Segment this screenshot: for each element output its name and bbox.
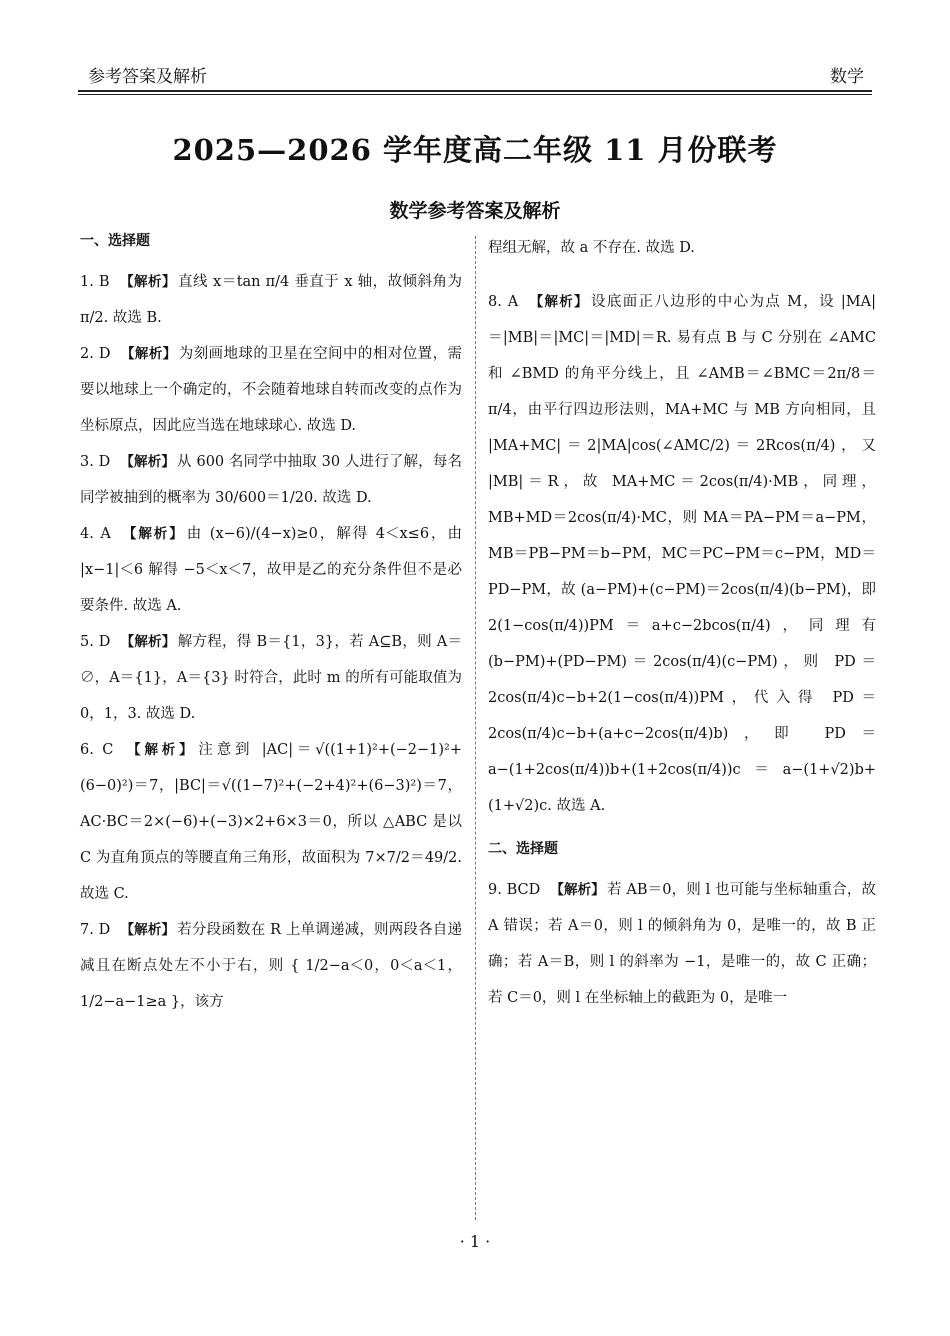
section-heading-choice: 一、选择题 [80, 233, 150, 249]
section-heading-multi: 二、选择题 [488, 841, 558, 857]
right-column [488, 230, 876, 1016]
answer-text: 解方程，得 B＝{1，3}，若 A⊆B，则 A＝∅，A＝{1}，A＝{3} 时符合，此时 m 的所有可能取值为 0，1，3. 故选 D. [80, 634, 462, 722]
answer-item [488, 284, 876, 824]
answer-text: 从 600 名同学中抽取 30 人进行了解，每名同学被抽到的概率为 30/600＝1/20. 故选 D. [80, 454, 463, 506]
page-subtitle: 数学参考答案及解析 [389, 200, 561, 222]
analysis-tag: 【解析】 [120, 922, 176, 938]
analysis-tag: 【解析】 [119, 274, 176, 290]
answer-number: 8. A [488, 294, 519, 310]
answer-item [80, 912, 462, 1020]
answer-number: 6. C [80, 742, 114, 758]
answer-number: 2. D [80, 346, 111, 362]
answer-item [488, 872, 876, 1016]
analysis-tag: 【解析】 [120, 346, 177, 362]
answer-text: 注意到 |AC|＝√((1+1)²+(−2−1)²+(6−0)²)＝7，|BC|＝√((1−7)²+(−2+4)²+(6−3)²)＝7，AC·BC＝2×(−6)+(−3)×2+6×3＝0，所以 △ABC 是以 C 为直角顶点的等腰直角三角形，故面积为 7×7/2＝49/2. 故选 C. [80, 742, 463, 902]
answer-item [80, 336, 462, 444]
answer-continuation: 程组无解，故 a 不存在. 故选 D. [488, 240, 695, 256]
answer-item [80, 624, 462, 732]
page-header [78, 58, 872, 92]
analysis-tag: 【解析】 [120, 454, 176, 470]
page-number: · 1 · [459, 1232, 491, 1251]
answer-text: 由 (x−6)/(4−x)≥0，解得 4＜x≤6，由 |x−1|＜6 解得 −5＜x＜7，故甲是乙的充分条件但不是必要条件. 故选 A. [80, 526, 462, 614]
header-rule-thin [78, 94, 872, 95]
header-subject: 数学 [830, 67, 864, 87]
answer-number: 7. D [80, 922, 111, 938]
answer-text: 直线 x＝tan π/4 垂直于 x 轴，故倾斜角为 π/2. 故选 B. [80, 274, 462, 326]
header-left-label: 参考答案及解析 [88, 67, 207, 87]
header-rule [78, 90, 872, 92]
analysis-tag: 【解析】 [550, 882, 605, 898]
analysis-tag: 【解析】 [120, 634, 176, 650]
analysis-tag: 【解析】 [123, 742, 197, 758]
answer-text: 若 AB＝0，则 l 也可能与坐标轴重合，故 A 错误；若 A＝0，则 l 的倾斜角为 0，是唯一的，故 B 正确；若 A＝B，则 l 的斜率为 −1，是唯一的，故 C 正确；若 C＝0，则 l 在坐标轴上的截距为 0，是唯一 [488, 882, 876, 1006]
answer-item [80, 444, 462, 516]
analysis-tag: 【解析】 [120, 526, 185, 542]
answer-number: 3. D [80, 454, 111, 470]
answer-text: 为刻画地球的卫星在空间中的相对位置，需要以地球上一个确定的，不会随着地球自转而改变的点作为坐标原点，因此应当选在地球球心. 故选 D. [80, 346, 463, 434]
answer-item [80, 264, 462, 336]
answer-number: 4. A [80, 526, 111, 542]
answer-number: 1. B [80, 274, 110, 290]
answer-item [80, 516, 462, 624]
answer-item [80, 732, 462, 912]
left-column [80, 230, 462, 1020]
answer-text: 设底面正八边形的中心为点 M，设 |MA|＝|MB|＝|MC|＝|MD|＝R. 易有点 B 与 C 分别在 ∠AMC 和 ∠BMD 的角平分线上，且 ∠AMB＝∠BMC＝2π/8＝π/4，由平行四边形法则，MA+MC 与 MB 方向相同，且 |MA+MC|＝2|MA|cos(∠AMC/2)＝2Rcos(π/4)，又 |MB|＝R，故 MA+MC＝2cos(π/4)·MB，同理，MB+MD＝2cos(π/4)·MC，则 MA＝PA−PM＝a−PM，MB＝PB−PM＝b−PM，MC＝PC−PM＝c−PM，MD＝PD−PM，故 (a−PM)+(c−PM)＝2cos(π/4)(b−PM)，即 2(1−cos(π/4))PM＝a+c−2bcos(π/4)，同理有 (b−PM)+(PD−PM)＝2cos(π/4)(c−PM)，则 PD＝2cos(π/4)c−b+2(1−cos(π/4))PM，代入得 PD＝2cos(π/4)c−b+(a+c−2cos(π/4)b)，即 PD＝a−(1+2cos(π/4))b+(1+2cos(π/4))c＝a−(1+√2)b+(1+√2)c. 故选 A. [488, 294, 877, 814]
answer-number: 9. BCD [488, 882, 541, 898]
column-divider [475, 236, 476, 1220]
page-title: 2025—2026 学年度高二年级 11 月份联考 [172, 133, 778, 167]
analysis-tag: 【解析】 [528, 294, 589, 310]
answer-text: 若分段函数在 R 上单调递减，则两段各自递减且在断点处左不小于右，则 { 1/2−a＜0，0＜a＜1，1/2−a−1≥a }，该方 [80, 922, 463, 1010]
answer-number: 5. D [80, 634, 111, 650]
